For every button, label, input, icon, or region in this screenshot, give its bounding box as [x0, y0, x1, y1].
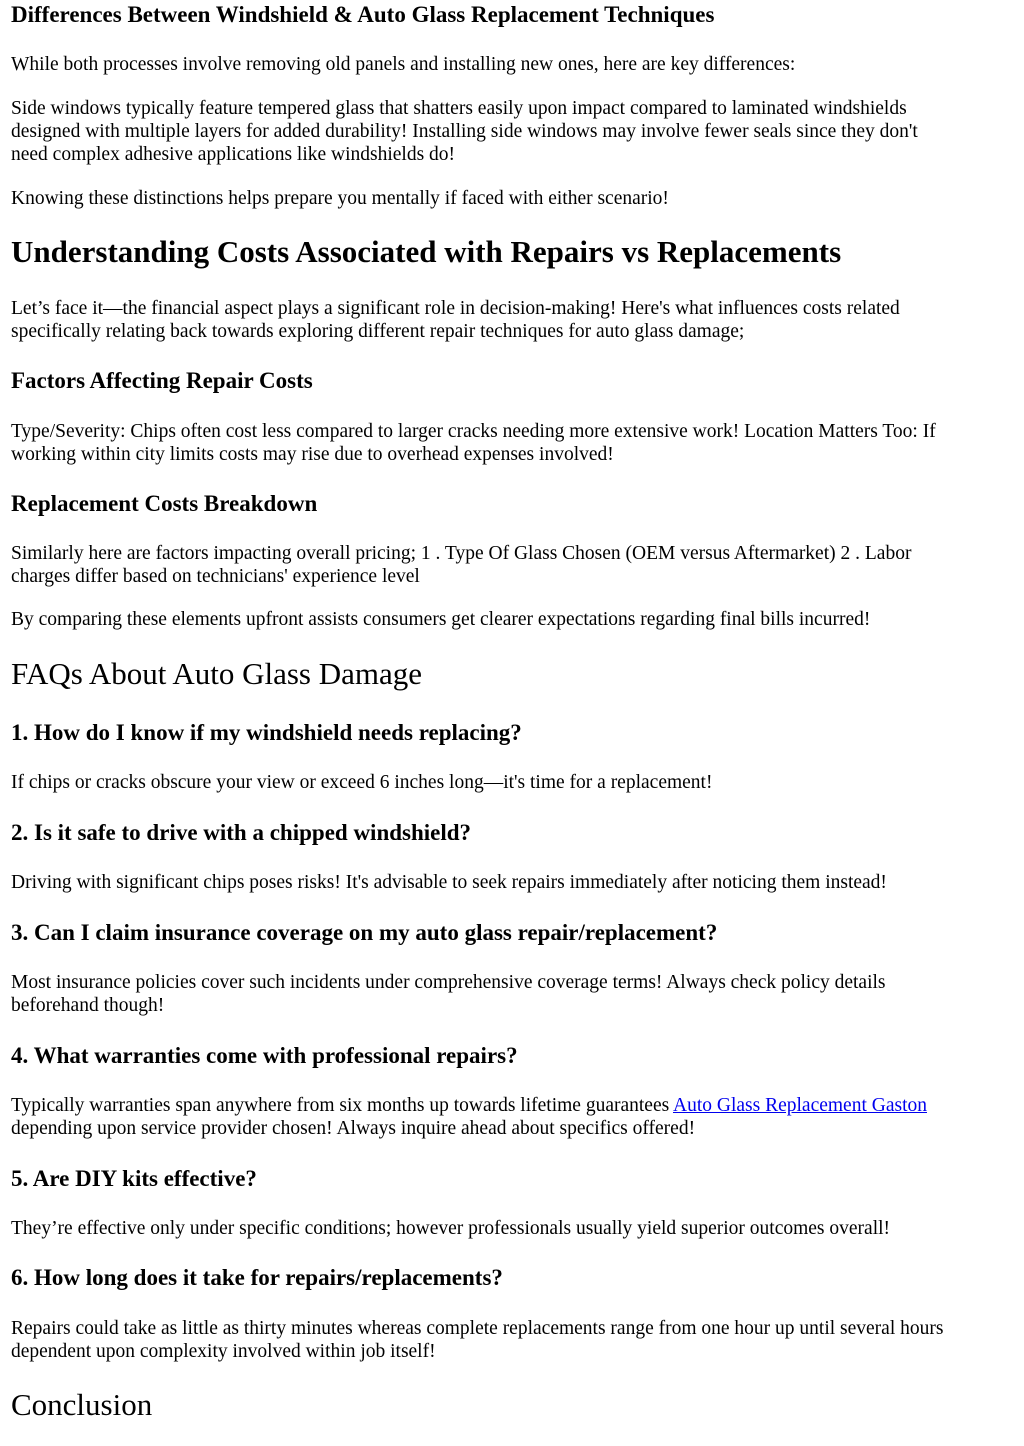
- paragraph-line: Type/Severity: Chips often cost less compared to larger cracks needing more extensive work! Location Matters Too: If: [11, 421, 936, 442]
- replacement-heading: Replacement Costs Breakdown: [11, 491, 318, 516]
- faq-question: 3. Can I claim insurance coverage on my auto glass repair/replacement?: [11, 920, 718, 945]
- answer-text: Typically warranties span anywhere from six months up towards lifetime guarantees: [11, 1095, 673, 1116]
- paragraph-line: dependent upon complexity involved within job itself!: [11, 1341, 436, 1362]
- paragraph-line: need complex adhesive applications like windshields do!: [11, 144, 456, 165]
- paragraph-line: [11, 1094, 927, 1117]
- replacement-summary: By comparing these elements upfront assists consumers get clearer expectations regarding final bills incurred!: [11, 609, 871, 630]
- differences-intro: While both processes involve removing old panels and installing new ones, here are key differences:: [11, 54, 796, 75]
- repair-costs-text: [11, 420, 936, 466]
- costs-heading: Understanding Costs Associated with Repairs vs Replacements: [11, 234, 842, 269]
- paragraph-line: Side windows typically feature tempered glass that shatters easily upon impact compared to laminated windshields: [11, 98, 907, 119]
- repair-costs-heading: Factors Affecting Repair Costs: [11, 368, 313, 393]
- paragraph-line: charges differ based on technicians' experience level: [11, 566, 420, 587]
- faq-answer: They’re effective only under specific conditions; however professionals usually yield superior outcomes overall!: [11, 1218, 891, 1239]
- paragraph-line: depending upon service provider chosen! Always inquire ahead about specifics offered!: [11, 1118, 696, 1139]
- paragraph-line: working within city limits costs may rise due to overhead expenses involved!: [11, 444, 614, 465]
- faq-answer: [11, 1094, 927, 1140]
- conclusion-heading: Conclusion: [11, 1387, 153, 1422]
- faq-answer: If chips or cracks obscure your view or exceed 6 inches long—it's time for a replacement!: [11, 772, 713, 793]
- paragraph-line: Repairs could take as little as thirty minutes whereas complete replacements range from one hour up until several hours: [11, 1318, 944, 1339]
- faq-question: 2. Is it safe to drive with a chipped windshield?: [11, 820, 472, 845]
- faq-answer: [11, 1317, 943, 1363]
- faq-question: 6. How long does it take for repairs/replacements?: [11, 1265, 503, 1290]
- faq-answer: [11, 971, 886, 1017]
- faq-question: 4. What warranties come with professional repairs?: [11, 1043, 518, 1068]
- differences-heading: Differences Between Windshield & Auto Glass Replacement Techniques: [11, 2, 715, 27]
- paragraph-line: Let’s face it—the financial aspect plays a significant role in decision-making! Here's what influences costs related: [11, 298, 900, 319]
- faqs-heading: FAQs About Auto Glass Damage: [11, 656, 423, 691]
- faq-answer: Driving with significant chips poses risks! It's advisable to seek repairs immediately after noticing them instead!: [11, 872, 887, 893]
- paragraph-line: specifically relating back towards exploring different repair techniques for auto glass damage;: [11, 321, 745, 342]
- differences-closing: Knowing these distinctions helps prepare you mentally if faced with either scenario!: [11, 188, 669, 209]
- paragraph-line: Similarly here are factors impacting overall pricing; 1 . Type Of Glass Chosen (OEM versus Aftermarket) 2 . Labor: [11, 543, 912, 564]
- faq-question: 5. Are DIY kits effective?: [11, 1166, 257, 1191]
- costs-intro: [11, 297, 900, 343]
- paragraph-line: Most insurance policies cover such incidents under comprehensive coverage terms! Always check policy details: [11, 972, 886, 993]
- paragraph-line: designed with multiple layers for added durability! Installing side windows may involve fewer seals since they don't: [11, 121, 918, 142]
- replacement-text: [11, 542, 911, 588]
- differences-paragraph: [11, 97, 918, 166]
- auto-glass-replacement-gaston-link[interactable]: Auto Glass Replacement Gaston: [673, 1095, 927, 1116]
- faq-question: 1. How do I know if my windshield needs replacing?: [11, 720, 522, 745]
- paragraph-line: beforehand though!: [11, 995, 165, 1016]
